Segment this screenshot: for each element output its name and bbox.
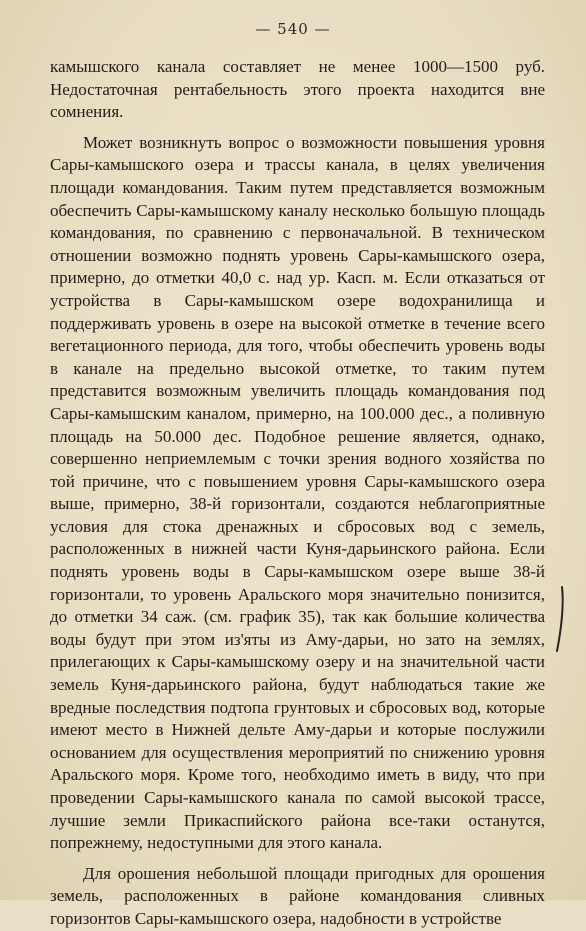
paragraph-continuation: камышского канала составляет не менее 1000—1500 руб. Недостаточная рентабельность этого проекта находится вне сомнения. [50, 57, 545, 122]
page-number: — 540 — [255, 20, 331, 38]
margin-pencil-mark-icon [553, 585, 567, 655]
body-text [50, 56, 545, 931]
paragraph-irrigation: Для орошения небольшой площади пригодных для орошения земель, расположенных в районе командования сливных горизонтов Сары-камышского озера, надобности в устройстве [50, 863, 545, 928]
paragraph-lake-level: Может возникнуть вопрос о возможности повышения уровня Сары-камышского озера и трассы канала, в целях увеличения площади командования. Таким путем представляется возможным обеспечить Сары-камышскому каналу несколько большую площадь командования, по сравнению с первоначальной. В техническом отношении возможно поднять уровень Сары-камышского озера, примерно, до отметки 40,0 с. над ур. Касп. м. Если отказаться от устройства в Сары-камышском озере водохранилища и поддерживать уровень в озере на высокой отметке в течение всего вегетационного периода, для того, чтобы обеспечить уровень воды в канале на предельно высокой отметке, то таким путем представится возможным увеличить площадь командования под Сары-камышским каналом, примерно, на 100.000 дес., а поливную площадь на 50.000 дес. Подобное решение является, однако, совершенно неприемлемым с точки зрения водного хозяйства по той причине, что с повышением уровня Сары-камышского озера выше, примерно, 38-й горизонтали, создаются неблагоприятные условия для стока дренажных и сбросовых вод с земель, расположенных в нижней части Куня-дарьинского района. Если поднять уровень воды в Сары-камышском озере выше 38-й горизонтали, то уровень Аральского моря значительно понизится, до отметки 34 саж. (см. график 35), так как большие количества воды будут при этом из'яты из Аму-дарьи, но зато на землях, прилегающих к Сары-камышскому озеру и на значительной части земель Куня-дарьинского района, будут наблюдаться такие же вредные последствия подтопа грунтовых и сбросовых вод, которые имеют место в Нижней дельте Аму-дарьи и которые послужили основанием для осуществления мероприятий по снижению уровня Аральского моря. Кроме того, необходимо иметь в виду, что при проведении Сары-камышского канала по самой высокой трассе, лучшие земли Прикаспийского района все-таки останутся, попрежнему, недоступными для этого канала. [50, 132, 545, 853]
